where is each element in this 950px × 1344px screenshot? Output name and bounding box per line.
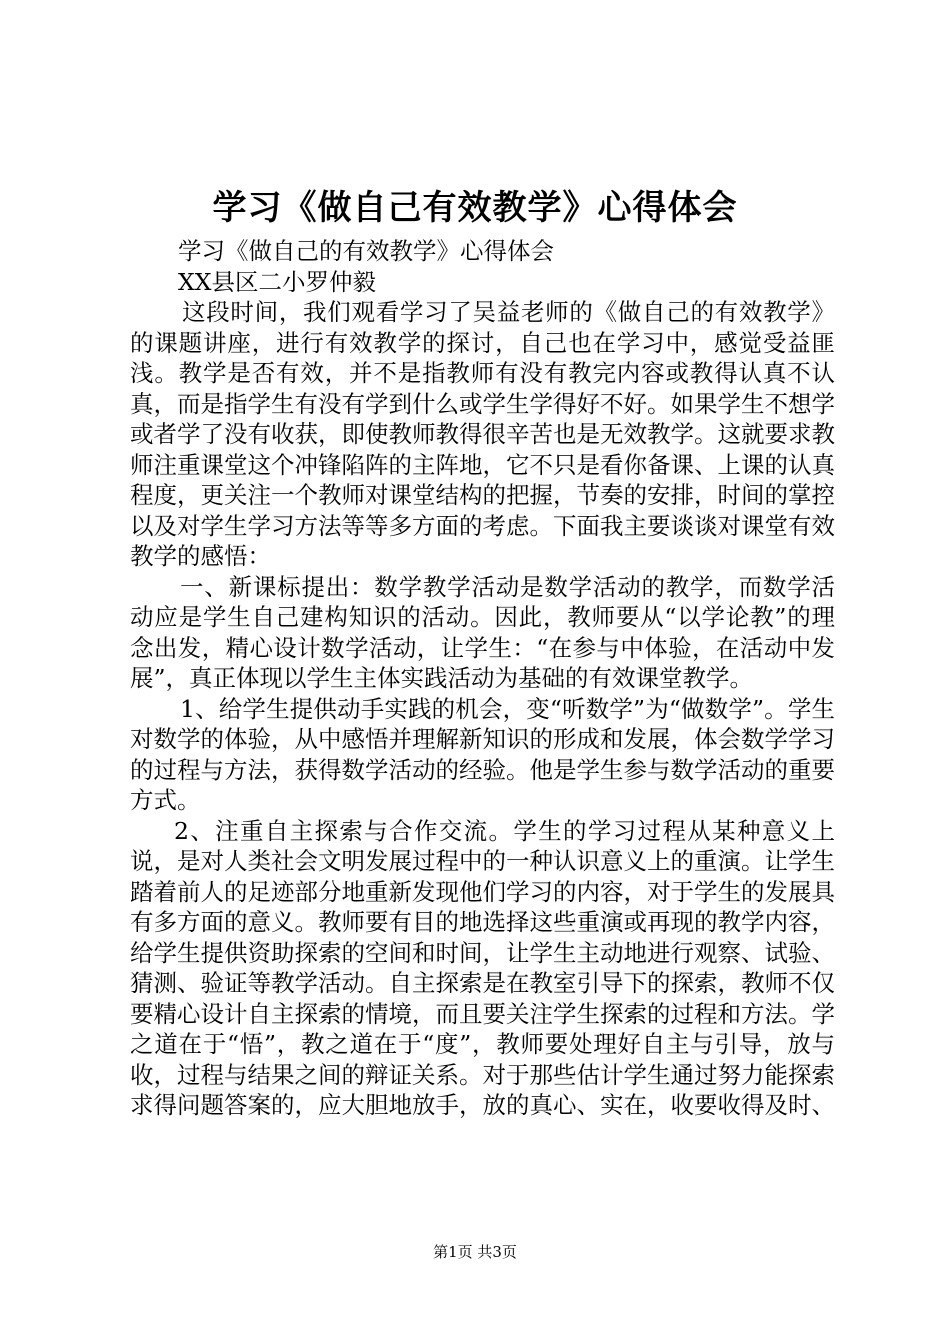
document-body [130,236,835,1121]
page-footer: 第1页 共3页 [433,1243,517,1261]
subtitle-line: 学习《做自己的有效教学》心得体会 [178,237,554,265]
author-line: XX县区二小罗仲毅 [178,267,376,296]
paragraph-section-one: 一、新课标提出：数学教学活动是数学活动的教学，而数学活动应是学生自己建构知识的活动。因此，教师要从“以学论教”的理念出发，精心设计数学活动，让学生：“在参与中体验，在活动中发展”，真正体现以学生主体实践活动为基础的有效课堂教学。 [130,572,835,692]
document-title: 学习《做自己有效教学》心得体会 [212,188,738,228]
paragraph-point-one: 1、给学生提供动手实践的机会，变“听数学”为“做数学”。学生对数学的体验，从中感悟并理解新知识的形成和发展，体会数学学习的过程与方法，获得数学活动的经验。他是学生参与数学活动的重要方式。 [130,694,835,814]
paragraph-intro: 这段时间，我们观看学习了吴益老师的《做自己的有效教学》的课题讲座，进行有效教学的探讨，自己也在学习中，感觉受益匪浅。教学是否有效，并不是指教师有没有教完内容或教得认真不认真，而是指学生有没有学到什么或学生学得好不好。如果学生不想学或者学了没有收获，即使教师教得很辛苦也是无效教学。这就要求教师注重课堂这个冲锋陷阵的主阵地，它不只是看你备课、上课的认真程度，更关注一个教师对课堂结构的把握，节奏的安排，时间的掌控以及对学生学习方法等等多方面的考虑。下面我主要谈谈对课堂有效教学的感悟： [130,298,835,570]
paragraph-point-two: 2、注重自主探索与合作交流。学生的学习过程从某种意义上说，是对人类社会文明发展过程中的一种认识意义上的重演。让学生踏着前人的足迹部分地重新发现他们学习的内容，对于学生的发展具有多方面的意义。教师要有目的地选择这些重演或再现的教学内容，给学生提供资助探索的空间和时间，让学生主动地进行观察、试验、猜测、验证等教学活动。自主探索是在教室引导下的探索，教师不仅要精心设计自主探索的情境，而且要关注学生探索的过程和方法。学之道在于“悟”，教之道在于“度”，教师要处理好自主与引导，放与收，过程与结果之间的辩证关系。对于那些估计学生通过努力能探索求得问题答案的，应大胆地放手，放的真心、实在，收要收得及时、 [130,816,835,1119]
